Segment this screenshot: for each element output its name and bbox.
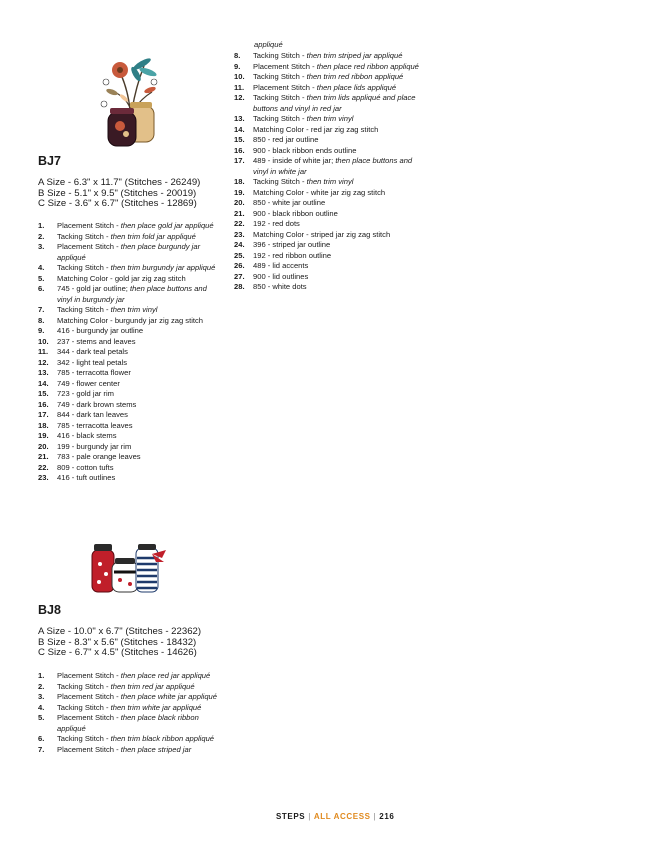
step-item <box>234 51 420 62</box>
step-number: 19. <box>234 187 245 197</box>
step-number: 8. <box>38 315 45 325</box>
step-item <box>38 703 224 714</box>
step-text-main: 850 - white jar outline <box>253 198 326 207</box>
step-text-main: Tacking Stitch - <box>253 93 307 102</box>
step-item <box>38 305 224 316</box>
step-item <box>38 421 224 432</box>
step-text-italic: then place striped jar <box>120 744 192 754</box>
step-text-main: 416 - black stems <box>57 431 117 440</box>
step-text-main: Matching Color - white jar zig zag stitch <box>253 187 386 197</box>
step-number: 21. <box>234 208 245 218</box>
step-item <box>38 410 224 421</box>
step-number: 7. <box>38 305 45 314</box>
step-text-main: Placement Stitch - <box>57 744 121 754</box>
step-number: 5. <box>38 713 45 722</box>
footer-all-access: ALL ACCESS <box>313 812 371 821</box>
step-item <box>234 156 420 177</box>
step-text-main: 749 - flower center <box>57 378 120 388</box>
step-text-main: 850 - white dots <box>253 282 307 291</box>
step-number: 4. <box>38 263 45 272</box>
step-text <box>253 209 420 220</box>
step-text-main: Tacking Stitch - <box>253 177 307 186</box>
step-text <box>57 263 224 274</box>
step-text <box>253 240 420 251</box>
step-number: 24. <box>234 240 245 249</box>
step-text <box>253 177 420 188</box>
step-text-italic: then place red ribbon appliqué <box>316 61 419 71</box>
step-text-italic: then trim red jar appliqué <box>110 681 195 691</box>
step-number: 26. <box>234 261 245 270</box>
step-item <box>234 72 420 83</box>
step-item <box>234 240 420 251</box>
step-item <box>38 745 224 756</box>
step-item <box>38 713 224 734</box>
step-number: 6. <box>38 734 45 743</box>
step-text-main: 900 - black ribbon outline <box>253 208 338 218</box>
step-number: 15. <box>234 135 245 144</box>
step-text <box>57 358 224 369</box>
step-item <box>38 389 224 400</box>
step-number: 12. <box>38 357 49 367</box>
step-text <box>57 745 224 756</box>
step-text <box>57 463 224 474</box>
step-text <box>57 703 224 714</box>
step-item <box>38 316 224 327</box>
step-text <box>253 72 420 83</box>
step-item <box>234 93 420 114</box>
step-text-main: 809 - cotton tufts <box>57 462 114 472</box>
step-text <box>57 421 224 432</box>
step-text <box>57 337 224 348</box>
step-item <box>38 452 224 463</box>
step-item <box>234 272 420 283</box>
step-text-main: Placement Stitch - <box>57 692 121 701</box>
step-text-main: Tacking Stitch - <box>253 114 307 123</box>
step-text <box>57 242 224 263</box>
step-item <box>234 261 420 272</box>
step-item <box>38 358 224 369</box>
step-number: 23. <box>38 473 49 482</box>
step-text-main: 745 - gold jar outline; <box>57 284 131 293</box>
bj8-size-c: C Size - 6.7" x 4.5" (Stitches - 14626) <box>38 647 197 659</box>
step-text <box>253 188 420 199</box>
step-text-main: 844 - dark tan leaves <box>57 410 128 419</box>
step-text-main: Tacking Stitch - <box>57 734 111 743</box>
step-number: 21. <box>38 452 49 461</box>
step-number: 10. <box>38 336 49 346</box>
step-item <box>234 114 420 125</box>
step-text <box>57 389 224 400</box>
step-text-main: Matching Color - red jar zig zag stitch <box>253 124 379 134</box>
step-text <box>253 125 420 136</box>
step-text-main: 199 - burgundy jar rim <box>57 441 132 451</box>
step-text <box>57 442 224 453</box>
step-text <box>253 272 420 283</box>
step-text-main: 237 - stems and leaves <box>57 336 136 346</box>
step-text-italic: then place lids appliqué <box>316 82 397 92</box>
step-item <box>234 62 420 73</box>
step-text <box>253 198 420 209</box>
step-number: 4. <box>38 702 45 712</box>
bj7-size-b: B Size - 5.1" x 9.5" (Stitches - 20019) <box>38 187 197 199</box>
step-item <box>234 230 420 241</box>
step-text <box>57 692 224 703</box>
page-number: 216 <box>379 812 395 821</box>
bj7-jar-illustration <box>98 48 162 152</box>
step-text-italic: then place gold jar appliqué <box>120 221 214 230</box>
step-number: 11. <box>38 347 49 356</box>
step-text <box>253 282 420 293</box>
step-text-italic: then trim black ribbon appliqué <box>110 734 215 743</box>
step-number: 14. <box>38 378 49 388</box>
step-item <box>38 400 224 411</box>
step-number: 3. <box>38 692 45 701</box>
step-number: 25. <box>234 250 245 260</box>
step-text-main: 785 - terracotta leaves <box>57 420 133 430</box>
bj8-jars-illustration <box>90 540 170 596</box>
step-item <box>38 274 224 285</box>
bj7-steps-list <box>38 221 224 484</box>
step-text-italic: then trim fold jar appliqué <box>110 231 196 241</box>
step-item <box>38 682 224 693</box>
step-text-main: Tacking Stitch - <box>57 702 111 712</box>
step-number: 1. <box>38 221 45 230</box>
step-text-main: Placement Stitch - <box>253 82 317 92</box>
step-text <box>253 62 420 73</box>
step-number: 9. <box>38 326 45 335</box>
step-text-main: Placement Stitch - <box>253 61 317 71</box>
step-text <box>57 221 224 232</box>
step-item <box>234 209 420 220</box>
step-item <box>234 125 420 136</box>
footer-separator-2: | <box>373 812 377 821</box>
step-text-italic: then trim vinyl <box>306 114 354 123</box>
step-number: 7. <box>38 744 45 754</box>
bj8-size-b: B Size - 8.3" x 5.6" (Stitches - 18432) <box>38 636 197 648</box>
step-text <box>253 156 420 177</box>
step-text-main: 342 - light teal petals <box>57 357 128 367</box>
step-text <box>57 473 224 484</box>
step-text-main: 749 - dark brown stems <box>57 399 137 409</box>
step-text <box>253 251 420 262</box>
step-text-italic: then trim vinyl <box>306 177 354 186</box>
step-text-italic: then place burgundy jar appliqué <box>57 242 201 262</box>
step-text <box>57 284 224 305</box>
step-text-main: 850 - red jar outline <box>253 135 319 144</box>
step-text-main: Placement Stitch - <box>57 242 121 251</box>
step-number: 17. <box>38 410 49 419</box>
step-item <box>38 463 224 474</box>
step-text-main: Placement Stitch - <box>57 671 121 680</box>
step-text <box>57 431 224 442</box>
step-text-main: 900 - lid outlines <box>253 271 309 281</box>
step-item <box>234 188 420 199</box>
step-item <box>234 251 420 262</box>
step-number: 8. <box>234 51 241 60</box>
step-item <box>234 146 420 157</box>
step-text-main: Tacking Stitch - <box>57 681 111 691</box>
step-item <box>38 337 224 348</box>
bj7-sizes <box>38 178 200 210</box>
step-number: 20. <box>38 441 49 451</box>
step-text <box>57 671 224 682</box>
step-text-italic: then trim burgundy jar appliqué <box>110 263 216 272</box>
step-number: 6. <box>38 284 45 293</box>
step-item <box>38 671 224 682</box>
step-text-main: 785 - terracotta flower <box>57 368 131 377</box>
page-footer <box>276 812 394 821</box>
step-number: 5. <box>38 273 45 283</box>
step-text-main: 416 - burgundy jar outline <box>57 326 144 335</box>
step-text-italic: then place white jar appliqué <box>120 692 217 701</box>
step-number: 18. <box>234 177 245 186</box>
step-text-main: 192 - red dots <box>253 219 300 228</box>
step-number: 23. <box>234 229 245 239</box>
step-text-main: 489 - inside of white jar; <box>253 156 336 165</box>
step-text-italic: then place black ribbon appliqué <box>57 713 199 733</box>
step-text-main: 396 - striped jar outline <box>253 240 331 249</box>
step-item <box>234 135 420 146</box>
step-text-main: 416 - tuft outlines <box>57 473 116 482</box>
step-text-italic: then trim striped jar appliqué <box>306 51 403 60</box>
step-text-main: Tacking Stitch - <box>253 51 307 60</box>
step-text-main: Tacking Stitch - <box>57 231 111 241</box>
step-number: 13. <box>38 368 49 377</box>
step-number: 2. <box>38 681 45 691</box>
step-text <box>253 261 420 272</box>
step-item <box>234 83 420 94</box>
step-text-main: Matching Color - striped jar zig zag stitch <box>253 229 391 239</box>
step-number: 14. <box>234 124 245 134</box>
step-number: 28. <box>234 282 245 291</box>
bj8-sizes <box>38 627 201 659</box>
step-text <box>57 452 224 463</box>
step-text-italic: then place red jar appliqué <box>120 671 211 680</box>
step-number: 1. <box>38 671 45 680</box>
step-text-italic: then place buttons and vinyl in white jar <box>253 156 413 176</box>
step-item <box>38 326 224 337</box>
step-text <box>57 305 224 316</box>
step-item <box>38 221 224 232</box>
step-text-main: 344 - dark teal petals <box>57 347 128 356</box>
step-number: 16. <box>234 145 245 155</box>
step-text-italic: then place buttons and vinyl in burgundy jar <box>57 284 207 304</box>
step-text-main: Tacking Stitch - <box>57 263 111 272</box>
step-text-main: 723 - gold jar rim <box>57 389 114 398</box>
step-item <box>38 379 224 390</box>
step-text <box>253 51 420 62</box>
step-number: 17. <box>234 156 245 165</box>
step-number: 15. <box>38 389 49 398</box>
bj8-size-a: A Size - 10.0" x 6.7" (Stitches - 22362) <box>38 626 202 637</box>
step-text-main: Matching Color - burgundy jar zig zag stitch <box>57 315 204 325</box>
footer-separator: | <box>308 812 311 821</box>
step-number: 22. <box>234 219 245 228</box>
step-text <box>253 83 420 94</box>
step-item <box>38 431 224 442</box>
step-item <box>38 442 224 453</box>
step-number: 3. <box>38 242 45 251</box>
step-text <box>57 713 224 734</box>
step-text-italic: then trim vinyl <box>110 305 158 314</box>
step-number: 13. <box>234 114 245 123</box>
step-text-main: 192 - red ribbon outline <box>253 250 332 260</box>
step-text-italic: then trim lids appliqué and place buttons and vinyl in red jar <box>253 93 416 113</box>
bj7-heading: BJ7 <box>38 154 61 168</box>
step-text <box>57 368 224 379</box>
step-text-main: Tacking Stitch - <box>57 305 111 314</box>
step-text-main: 489 - lid accents <box>253 261 309 270</box>
step-text-italic: then trim red ribbon appliqué <box>306 72 404 81</box>
step-item <box>234 219 420 230</box>
step-item <box>38 692 224 703</box>
step-item <box>234 198 420 209</box>
step-text <box>57 410 224 421</box>
step-item <box>38 284 224 305</box>
step-text <box>253 146 420 157</box>
bj8-steps-continued-list <box>234 51 420 293</box>
step-text <box>57 232 224 243</box>
step-text <box>253 93 420 114</box>
step-item <box>38 734 224 745</box>
step-item <box>38 263 224 274</box>
bj8-heading: BJ8 <box>38 603 61 617</box>
step-text-main: 900 - black ribbon ends outline <box>253 145 357 155</box>
step-text <box>57 400 224 411</box>
step-text-main: Tacking Stitch - <box>253 72 307 81</box>
step-text <box>57 347 224 358</box>
bj8-steps-list <box>38 671 224 755</box>
step-number: 11. <box>234 82 245 92</box>
step-number: 16. <box>38 399 49 409</box>
step-item <box>234 282 420 293</box>
step-item <box>38 242 224 263</box>
step-text-main: Matching Color - gold jar zig zag stitch <box>57 273 186 283</box>
step-number: 19. <box>38 431 49 440</box>
step-item <box>38 232 224 243</box>
step-text <box>57 379 224 390</box>
step-text-main: Placement Stitch - <box>57 221 121 230</box>
step-text-main: 783 - pale orange leaves <box>57 452 141 461</box>
step-number: 12. <box>234 93 245 102</box>
step-item <box>38 473 224 484</box>
step-number: 20. <box>234 198 245 207</box>
step-number: 27. <box>234 271 245 281</box>
step-text-main: Placement Stitch - <box>57 713 121 722</box>
step-text <box>253 230 420 241</box>
step-item <box>38 347 224 358</box>
step-text <box>253 135 420 146</box>
step-number: 2. <box>38 231 45 241</box>
step-number: 10. <box>234 72 245 81</box>
step-text <box>253 114 420 125</box>
step-text <box>57 326 224 337</box>
step-item <box>234 177 420 188</box>
bj7-size-a: A Size - 6.3" x 11.7" (Stitches - 26249) <box>38 177 201 188</box>
step-text <box>57 734 224 745</box>
bj8-step7-continued: appliqué <box>254 40 283 49</box>
step-item <box>38 368 224 379</box>
step-text-italic: then trim white jar appliqué <box>110 702 202 712</box>
step-number: 9. <box>234 61 241 71</box>
step-text <box>253 219 420 230</box>
step-number: 22. <box>38 462 49 472</box>
step-text <box>57 316 224 327</box>
step-number: 18. <box>38 420 49 430</box>
bj7-size-c: C Size - 3.6" x 6.7" (Stitches - 12869) <box>38 198 197 210</box>
footer-steps-label: STEPS <box>276 812 306 821</box>
step-text <box>57 682 224 693</box>
step-text <box>57 274 224 285</box>
